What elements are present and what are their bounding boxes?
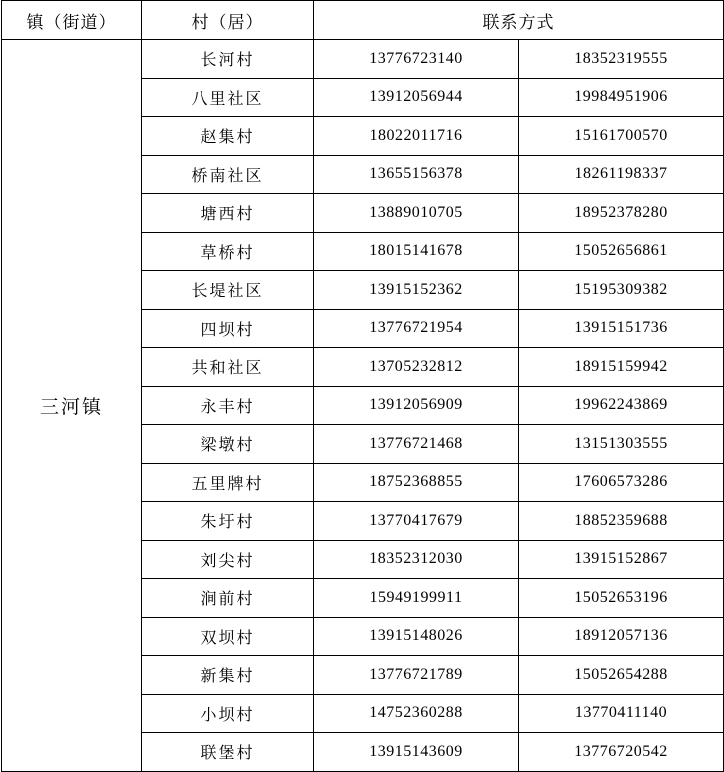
- table-body: [2, 40, 724, 772]
- phone-cell-primary: 15949199911: [314, 579, 519, 618]
- phone-cell-secondary: 13151303555: [519, 425, 724, 464]
- phone-cell-secondary: 15161700570: [519, 117, 724, 156]
- village-contact-table: [1, 0, 724, 772]
- table-header-row: [2, 1, 724, 40]
- phone-cell-secondary: 18952378280: [519, 194, 724, 233]
- header-town: 镇（街道）: [2, 1, 142, 40]
- phone-cell-secondary: 13915152867: [519, 540, 724, 579]
- phone-cell-primary: 13915143609: [314, 733, 519, 772]
- village-cell: 共和社区: [142, 348, 314, 387]
- phone-cell-primary: 13912056944: [314, 78, 519, 117]
- village-cell: 永丰村: [142, 386, 314, 425]
- village-cell: 塘西村: [142, 194, 314, 233]
- phone-cell-secondary: 15052656861: [519, 232, 724, 271]
- village-cell: 朱圩村: [142, 502, 314, 541]
- table-header: [2, 1, 724, 40]
- phone-cell-primary: 18015141678: [314, 232, 519, 271]
- village-cell: 梁墩村: [142, 425, 314, 464]
- town-cell: 三河镇: [2, 40, 142, 772]
- phone-cell-secondary: 19984951906: [519, 78, 724, 117]
- village-cell: 双坝村: [142, 617, 314, 656]
- phone-cell-secondary: 19962243869: [519, 386, 724, 425]
- phone-cell-secondary: 15052654288: [519, 656, 724, 695]
- phone-cell-secondary: 17606573286: [519, 463, 724, 502]
- phone-cell-secondary: 18852359688: [519, 502, 724, 541]
- phone-cell-primary: 13915152362: [314, 271, 519, 310]
- phone-cell-primary: 13889010705: [314, 194, 519, 233]
- phone-cell-secondary: 15195309382: [519, 271, 724, 310]
- phone-cell-primary: 13705232812: [314, 348, 519, 387]
- phone-cell-secondary: 13770411140: [519, 694, 724, 733]
- village-cell: 桥南社区: [142, 155, 314, 194]
- phone-cell-primary: 18752368855: [314, 463, 519, 502]
- village-cell: 四坝村: [142, 309, 314, 348]
- phone-cell-primary: 13776723140: [314, 40, 519, 79]
- village-cell: 小坝村: [142, 694, 314, 733]
- village-cell: 长河村: [142, 40, 314, 79]
- phone-cell-secondary: 15052653196: [519, 579, 724, 618]
- phone-cell-primary: 13655156378: [314, 155, 519, 194]
- header-village: 村（居）: [142, 1, 314, 40]
- table-row: [2, 40, 724, 79]
- phone-cell-primary: 14752360288: [314, 694, 519, 733]
- phone-cell-primary: 13776721954: [314, 309, 519, 348]
- phone-cell-primary: 13776721468: [314, 425, 519, 464]
- phone-cell-secondary: 13915151736: [519, 309, 724, 348]
- phone-cell-primary: 13915148026: [314, 617, 519, 656]
- header-contact: 联系方式: [314, 1, 724, 40]
- village-cell: 赵集村: [142, 117, 314, 156]
- village-cell: 涧前村: [142, 579, 314, 618]
- phone-cell-primary: 18352312030: [314, 540, 519, 579]
- phone-cell-primary: 18022011716: [314, 117, 519, 156]
- village-cell: 草桥村: [142, 232, 314, 271]
- village-cell: 八里社区: [142, 78, 314, 117]
- phone-cell-primary: 13912056909: [314, 386, 519, 425]
- phone-cell-secondary: 18912057136: [519, 617, 724, 656]
- phone-cell-secondary: 18261198337: [519, 155, 724, 194]
- phone-cell-primary: 13776721789: [314, 656, 519, 695]
- phone-cell-primary: 13770417679: [314, 502, 519, 541]
- phone-cell-secondary: 18915159942: [519, 348, 724, 387]
- village-cell: 新集村: [142, 656, 314, 695]
- phone-cell-secondary: 13776720542: [519, 733, 724, 772]
- village-cell: 长堤社区: [142, 271, 314, 310]
- village-cell: 五里牌村: [142, 463, 314, 502]
- village-cell: 联堡村: [142, 733, 314, 772]
- village-cell: 刘尖村: [142, 540, 314, 579]
- phone-cell-secondary: 18352319555: [519, 40, 724, 79]
